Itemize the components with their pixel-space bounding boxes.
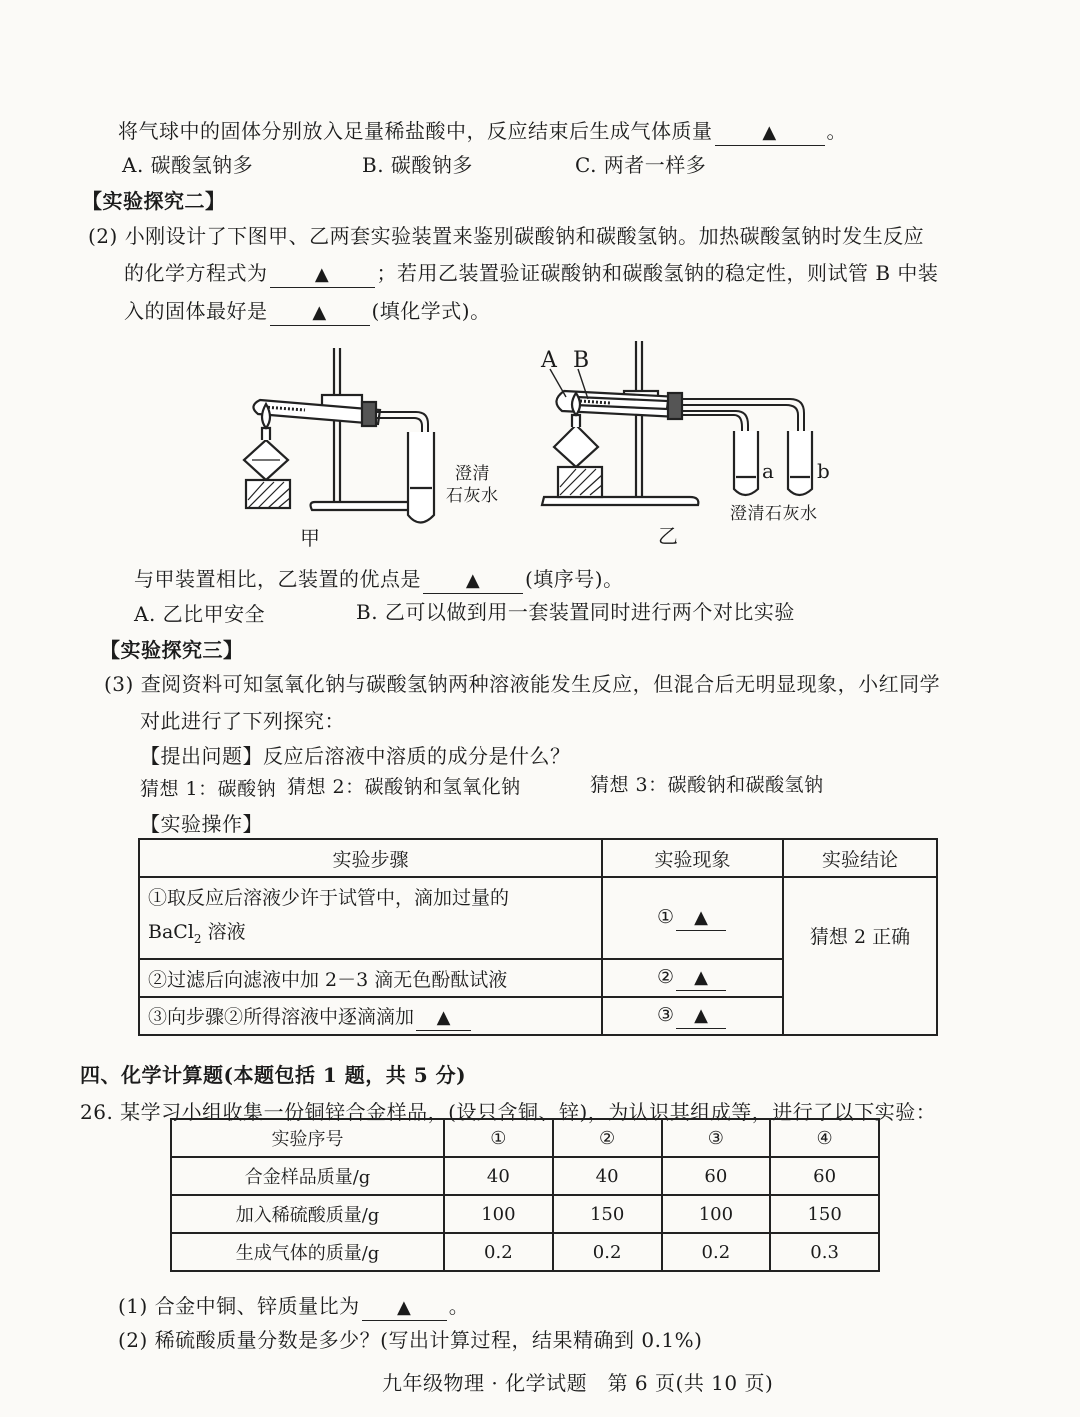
label-small-b: b <box>817 459 831 483</box>
step-1: ①取反应后溶液少许于试管中，滴加过量的 BaCl$_2$ 溶液 <box>139 877 602 959</box>
section-header-3: 【实验探究三】 <box>100 638 244 662</box>
header-3: ③ <box>662 1119 771 1157</box>
q3-line2: 对此进行了下列探究： <box>140 709 345 733</box>
yi-liquid-label: 澄清石灰水 <box>730 504 818 524</box>
answer-blank[interactable]: ▲ <box>676 1003 726 1029</box>
cell: 60 <box>662 1157 771 1195</box>
sub-question-1: (1) 合金中铜、锌质量比为 ▲ 。 <box>118 1292 469 1321</box>
label-small-a: a <box>762 459 775 483</box>
guess-3: 猜想 3：碳酸钠和碳酸氢钠 <box>590 774 824 796</box>
phenomenon-2: ② ▲ <box>602 959 783 997</box>
row-label: 生成气体的质量/g <box>171 1233 444 1271</box>
q1-option-b: B. 碳酸钠多 <box>362 153 473 177</box>
cell: 60 <box>770 1157 879 1195</box>
label-tube-a: A <box>541 348 558 373</box>
table-row <box>171 1157 879 1195</box>
header-4: ④ <box>770 1119 879 1157</box>
header-2: ② <box>553 1119 662 1157</box>
answer-blank[interactable]: ▲ <box>715 119 825 146</box>
cell: 0.3 <box>770 1233 879 1271</box>
table-row <box>171 1233 879 1271</box>
section-header-2: 【实验探究二】 <box>82 189 226 213</box>
q1-option-c: C. 两者一样多 <box>575 153 707 177</box>
q3-question: 【提出问题】反应后溶液中溶质的成分是什么？ <box>140 744 571 768</box>
cell: 40 <box>444 1157 553 1195</box>
q1-option-a: A. 碳酸氢钠多 <box>122 153 254 177</box>
compare-option-b: B. 乙可以做到用一套装置同时进行两个对比实验 <box>356 600 795 624</box>
cell: 150 <box>553 1195 662 1233</box>
page-footer: 九年级物理 · 化学试题 第 6 页(共 10 页) <box>382 1371 774 1395</box>
answer-blank[interactable]: ▲ <box>423 567 523 594</box>
row-label: 加入稀硫酸质量/g <box>171 1195 444 1233</box>
guess-1: 猜想 1：碳酸钠 <box>140 778 277 800</box>
header-conclusion: 实验结论 <box>783 839 937 877</box>
jia-liquid-label: 澄清 <box>455 464 490 484</box>
q2-line2: 的化学方程式为 ▲ ；若用乙装置验证碳酸钠和碳酸氢钠的稳定性，则试管 B 中装 <box>124 259 938 288</box>
figure-caption-jia: 甲 <box>300 526 321 550</box>
cell: 0.2 <box>662 1233 771 1271</box>
phenomenon-3: ③ ▲ <box>602 997 783 1035</box>
step-2: ②过滤后向滤液中加 2－3 滴无色酚酞试液 <box>139 959 602 997</box>
q2-line1: (2) 小刚设计了下图甲、乙两套实验装置来鉴别碳酸钠和碳酸氢钠。加热碳酸氢钠时发生反应 <box>88 224 925 248</box>
row-label: 合金样品质量/g <box>171 1157 444 1195</box>
cell: 150 <box>770 1195 879 1233</box>
compare-line: 与甲装置相比，乙装置的优点是 ▲ (填序号)。 <box>134 565 624 594</box>
sub-question-2: (2) 稀硫酸质量分数是多少？(写出计算过程，结果精确到 0.1%) <box>118 1328 703 1352</box>
answer-blank[interactable]: ▲ <box>270 261 375 288</box>
answer-blank[interactable]: ▲ <box>676 965 726 991</box>
experiment-table <box>138 838 938 1036</box>
header-phenomenon: 实验现象 <box>602 839 783 877</box>
cell: 100 <box>444 1195 553 1233</box>
answer-blank[interactable]: ▲ <box>676 905 726 931</box>
answer-blank[interactable]: ▲ <box>362 1294 447 1321</box>
q2-line3: 入的固体最好是 ▲ (填化学式)。 <box>124 297 491 326</box>
cell: 40 <box>553 1157 662 1195</box>
operation-header: 【实验操作】 <box>140 812 263 836</box>
conclusion-cell: 猜想 2 正确 <box>783 877 937 1035</box>
cell: 0.2 <box>444 1233 553 1271</box>
answer-blank[interactable]: ▲ <box>270 299 370 326</box>
jia-liquid-label-2: 石灰水 <box>446 486 499 506</box>
compare-option-a: A. 乙比甲安全 <box>134 602 266 626</box>
table-header-row <box>139 839 937 877</box>
q1-line: 将气球中的固体分别放入足量稀盐酸中，反应结束后生成气体质量 ▲ 。 <box>118 117 847 146</box>
step-3: ③向步骤②所得溶液中逐滴滴加 ▲ <box>139 997 602 1035</box>
alloy-table <box>170 1118 880 1272</box>
section-header-4: 四、化学计算题(本题包括 1 题，共 5 分) <box>80 1063 467 1087</box>
cell: 0.2 <box>553 1233 662 1271</box>
table-row <box>171 1195 879 1233</box>
header-seq: 实验序号 <box>171 1119 444 1157</box>
header-steps: 实验步骤 <box>139 839 602 877</box>
table-row <box>139 877 937 959</box>
answer-blank[interactable]: ▲ <box>416 1005 471 1031</box>
q26-line: 26. 某学习小组收集一份铜锌合金样品，(设只含铜、锌)，为认识其组成等，进行了以下实验： <box>80 1100 937 1124</box>
phenomenon-1: ① ▲ <box>602 877 783 959</box>
cell: 100 <box>662 1195 771 1233</box>
apparatus-jia-figure <box>230 340 510 550</box>
figure-caption-yi: 乙 <box>658 524 679 548</box>
table-header-row <box>171 1119 879 1157</box>
header-1: ① <box>444 1119 553 1157</box>
guess-2: 猜想 2：碳酸钠和氢氧化钠 <box>287 776 521 798</box>
q3-line1: (3) 查阅资料可知氢氧化钠与碳酸氢钠两种溶液能发生反应，但混合后无明显现象，小红同学 <box>104 672 941 696</box>
label-tube-b: B <box>573 348 590 373</box>
